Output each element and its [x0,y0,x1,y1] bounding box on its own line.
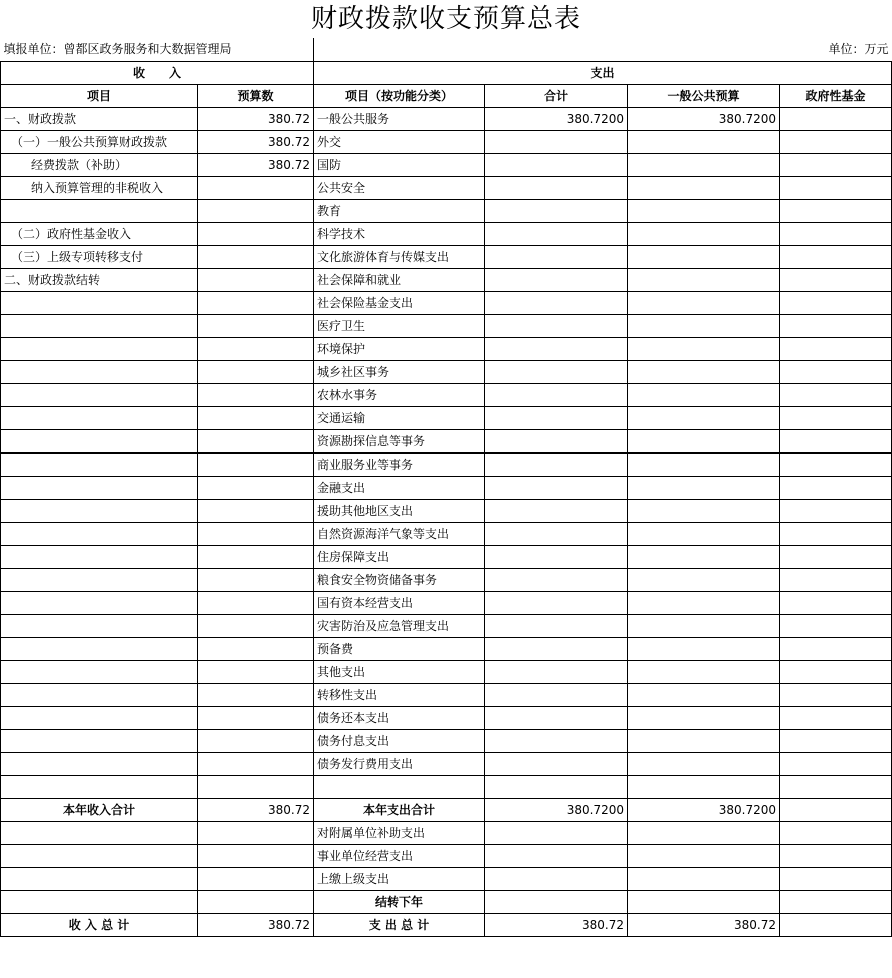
year-expense-fund-value [780,798,892,821]
expense-item-fund [780,867,892,890]
income-item-label [1,429,198,453]
expense-item-total [485,268,628,291]
blank-row [1,775,892,798]
table-row [1,683,892,706]
income-item-label [1,360,198,383]
expense-item-fund [780,383,892,406]
expense-item-total [485,153,628,176]
expense-item-label: 事业单位经营支出 [314,844,485,867]
expense-item-total [485,683,628,706]
income-item-value: 380.72 [198,153,314,176]
income-item-value [198,637,314,660]
expense-item-total [485,729,628,752]
expense-item-fund [780,821,892,844]
income-item-value: 380.72 [198,107,314,130]
expense-item-total [485,222,628,245]
income-item-label: （二）政府性基金收入 [1,222,198,245]
expense-item-total [485,245,628,268]
expense-item-label: 灾害防治及应急管理支出 [314,614,485,637]
expense-item-general: 380.7200 [628,107,780,130]
expense-item-fund [780,337,892,360]
expense-item-fund [780,360,892,383]
grand-expense-total-label: 支 出 总 计 [314,913,485,936]
section-header-row [1,61,892,84]
carry-general [628,890,780,913]
table-row [1,614,892,637]
expense-item-label: 粮食安全物资储备事务 [314,568,485,591]
expense-item-label: 文化旅游体育与传媒支出 [314,245,485,268]
expense-item-fund [780,614,892,637]
expense-item-general [628,291,780,314]
blank-cell [1,775,198,798]
expense-item-general [628,153,780,176]
expense-item-total [485,522,628,545]
expense-section-header: 支出 [314,61,892,84]
expense-item-fund [780,568,892,591]
expense-item-label: 预备费 [314,637,485,660]
col-header-general: 一般公共预算 [628,84,780,107]
expense-item-general [628,706,780,729]
filler-label: 填报单位：曾都区政务服务和大数据管理局 [1,38,314,61]
expense-item-fund [780,729,892,752]
expense-item-fund [780,429,892,453]
income-item-label [1,406,198,429]
expense-item-general [628,591,780,614]
expense-item-label: 自然资源海洋气象等支出 [314,522,485,545]
table-row [1,637,892,660]
income-item-label: 经费拨款（补助） [1,153,198,176]
expense-item-label: 科学技术 [314,222,485,245]
grand-expense-general-value: 380.72 [628,913,780,936]
expense-item-fund [780,476,892,499]
income-item-label: 一、财政拨款 [1,107,198,130]
expense-item-total [485,867,628,890]
income-item-label [1,476,198,499]
income-item-value [198,199,314,222]
income-item-value [198,522,314,545]
col-header-item: 项目 [1,84,198,107]
expense-item-fund [780,660,892,683]
expense-item-label: 债务发行费用支出 [314,752,485,775]
expense-item-fund [780,245,892,268]
income-item-value [198,291,314,314]
expense-item-total [485,752,628,775]
income-item-value [198,222,314,245]
income-item-value [198,706,314,729]
col-header-total: 合计 [485,84,628,107]
expense-item-total [485,499,628,522]
income-item-label [1,614,198,637]
expense-item-total [485,706,628,729]
expense-item-label: 债务付息支出 [314,729,485,752]
expense-item-fund [780,314,892,337]
expense-item-total [485,314,628,337]
expense-item-fund [780,176,892,199]
col-header-fund: 政府性基金 [780,84,892,107]
expense-item-general [628,729,780,752]
expense-item-total [485,291,628,314]
income-item-label [1,660,198,683]
expense-item-general [628,199,780,222]
expense-item-label: 教育 [314,199,485,222]
income-item-value [198,314,314,337]
expense-item-label: 债务还本支出 [314,706,485,729]
expense-item-fund [780,291,892,314]
income-item-value [198,568,314,591]
income-item-value [198,268,314,291]
expense-item-general [628,245,780,268]
income-item-value [198,545,314,568]
expense-item-label: 交通运输 [314,406,485,429]
income-item-label [1,729,198,752]
income-item-label [1,706,198,729]
expense-item-fund [780,591,892,614]
income-item-label [1,499,198,522]
expense-item-general [628,637,780,660]
expense-item-total [485,660,628,683]
col-header-func-item: 项目（按功能分类） [314,84,485,107]
income-item-label: 纳入预算管理的非税收入 [1,176,198,199]
expense-item-total [485,176,628,199]
expense-item-fund [780,844,892,867]
expense-item-total [485,406,628,429]
expense-item-general [628,867,780,890]
expense-item-fund [780,683,892,706]
income-section-header: 收 入 [1,61,314,84]
expense-item-general [628,545,780,568]
table-row [1,383,892,406]
grand-income-total-value: 380.72 [198,913,314,936]
table-row [1,406,892,429]
income-item-label [1,821,198,844]
income-item-value [198,821,314,844]
income-item-value [198,844,314,867]
expense-item-general [628,360,780,383]
income-item-value [198,245,314,268]
income-item-label [1,591,198,614]
income-item-value [198,453,314,477]
income-item-label: 二、财政拨款结转 [1,268,198,291]
expense-item-total [485,429,628,453]
expense-item-general [628,568,780,591]
expense-item-fund [780,752,892,775]
expense-item-general [628,176,780,199]
expense-item-general [628,660,780,683]
expense-item-fund [780,706,892,729]
expense-item-total [485,821,628,844]
income-item-label [1,337,198,360]
expense-item-label: 环境保护 [314,337,485,360]
expense-item-label: 金融支出 [314,476,485,499]
income-item-label [1,199,198,222]
expense-item-general [628,499,780,522]
income-item-value [198,591,314,614]
table-row [1,729,892,752]
table-row [1,545,892,568]
year-total-row [1,798,892,821]
table-row [1,591,892,614]
expense-item-total [485,383,628,406]
expense-item-total [485,568,628,591]
expense-item-total [485,199,628,222]
income-item-label [1,314,198,337]
expense-item-total [485,591,628,614]
expense-item-general [628,844,780,867]
expense-item-general [628,683,780,706]
expense-item-general [628,429,780,453]
meta-row [1,38,892,61]
carry-total [485,890,628,913]
expense-item-fund [780,153,892,176]
income-item-value [198,360,314,383]
expense-item-label: 医疗卫生 [314,314,485,337]
expense-item-label: 国防 [314,153,485,176]
table-row [1,752,892,775]
blank-cell [628,775,780,798]
expense-item-label: 国有资本经营支出 [314,591,485,614]
carry-label: 结转下年 [314,890,485,913]
expense-item-fund [780,130,892,153]
expense-item-total [485,637,628,660]
carry-row [1,890,892,913]
expense-item-fund [780,499,892,522]
expense-item-general [628,476,780,499]
table-row [1,660,892,683]
table-row [1,337,892,360]
income-item-value [198,660,314,683]
income-item-label [1,844,198,867]
expense-item-general [628,614,780,637]
table-row [1,453,892,477]
expense-item-total [485,453,628,477]
year-expense-total-label: 本年支出合计 [314,798,485,821]
expense-item-label: 上缴上级支出 [314,867,485,890]
expense-item-label: 公共安全 [314,176,485,199]
expense-item-label: 外交 [314,130,485,153]
expense-item-fund [780,107,892,130]
table-row [1,222,892,245]
table-row [1,291,892,314]
income-item-label [1,545,198,568]
year-income-total-label: 本年收入合计 [1,798,198,821]
expense-item-label: 一般公共服务 [314,107,485,130]
table-row [1,476,892,499]
income-item-value [198,867,314,890]
income-item-label [1,453,198,477]
grand-expense-total-value: 380.72 [485,913,628,936]
table-row [1,499,892,522]
expense-item-label: 农林水事务 [314,383,485,406]
income-item-value [198,337,314,360]
expense-item-fund [780,545,892,568]
expense-item-general [628,222,780,245]
expense-item-total [485,130,628,153]
table-row [1,130,892,153]
blank-cell [314,775,485,798]
table-row [1,706,892,729]
income-item-label [1,291,198,314]
expense-item-fund [780,406,892,429]
blank-cell [198,775,314,798]
income-item-value: 380.72 [198,130,314,153]
expense-item-general [628,337,780,360]
income-item-value [198,429,314,453]
year-income-total-value: 380.72 [198,798,314,821]
budget-table [0,38,892,937]
expense-item-label: 转移性支出 [314,683,485,706]
expense-item-total [485,360,628,383]
expense-item-general [628,130,780,153]
carry-fund [780,890,892,913]
expense-item-total [485,545,628,568]
expense-item-fund [780,268,892,291]
expense-item-general [628,821,780,844]
blank-cell [485,775,628,798]
expense-item-label: 住房保障支出 [314,545,485,568]
table-row [1,153,892,176]
income-item-value [198,683,314,706]
year-expense-total-value: 380.7200 [485,798,628,821]
expense-item-fund [780,199,892,222]
income-item-label: （一）一般公共预算财政拨款 [1,130,198,153]
expense-item-general [628,268,780,291]
expense-item-general [628,406,780,429]
income-item-value [198,729,314,752]
expense-item-label: 社会保险基金支出 [314,291,485,314]
table-row [1,314,892,337]
expense-item-total: 380.7200 [485,107,628,130]
expense-item-total [485,476,628,499]
table-row [1,429,892,453]
expense-item-total [485,337,628,360]
table-row [1,268,892,291]
expense-item-total [485,844,628,867]
expense-item-general [628,314,780,337]
expense-item-general [628,383,780,406]
page-title: 财政拨款收支预算总表 [310,4,581,34]
income-item-label: （三）上级专项转移支付 [1,245,198,268]
table-row [1,176,892,199]
income-item-value [198,499,314,522]
table-row [1,107,892,130]
expense-item-label: 其他支出 [314,660,485,683]
table-row [1,360,892,383]
grand-income-total-label: 收 入 总 计 [1,913,198,936]
income-item-value [198,614,314,637]
income-item-value [198,476,314,499]
income-item-value [198,890,314,913]
income-item-label [1,867,198,890]
expense-item-general [628,522,780,545]
expense-item-label: 商业服务业等事务 [314,453,485,477]
expense-item-fund [780,637,892,660]
expense-item-label: 资源勘探信息等事务 [314,429,485,453]
income-item-value [198,752,314,775]
income-item-label [1,683,198,706]
expense-item-label: 城乡社区事务 [314,360,485,383]
income-item-label [1,522,198,545]
table-row [1,821,892,844]
income-item-label [1,890,198,913]
expense-item-label: 援助其他地区支出 [314,499,485,522]
table-row [1,199,892,222]
income-item-label [1,383,198,406]
unit-label: 单位：万元 [314,38,892,61]
grand-total-row [1,913,892,936]
table-row [1,245,892,268]
expense-item-fund [780,222,892,245]
blank-cell [780,775,892,798]
table-row [1,568,892,591]
income-item-value [198,176,314,199]
income-item-value [198,383,314,406]
expense-item-label: 社会保障和就业 [314,268,485,291]
col-header-budget: 预算数 [198,84,314,107]
expense-item-general [628,453,780,477]
expense-item-total [485,614,628,637]
income-item-label [1,568,198,591]
income-item-value [198,406,314,429]
grand-expense-fund-value [780,913,892,936]
column-header-row [1,84,892,107]
expense-item-fund [780,522,892,545]
table-row [1,867,892,890]
expense-item-fund [780,453,892,477]
expense-item-label: 对附属单位补助支出 [314,821,485,844]
year-expense-general-value: 380.7200 [628,798,780,821]
table-row [1,844,892,867]
table-row [1,522,892,545]
expense-item-general [628,752,780,775]
income-item-label [1,752,198,775]
income-item-label [1,637,198,660]
